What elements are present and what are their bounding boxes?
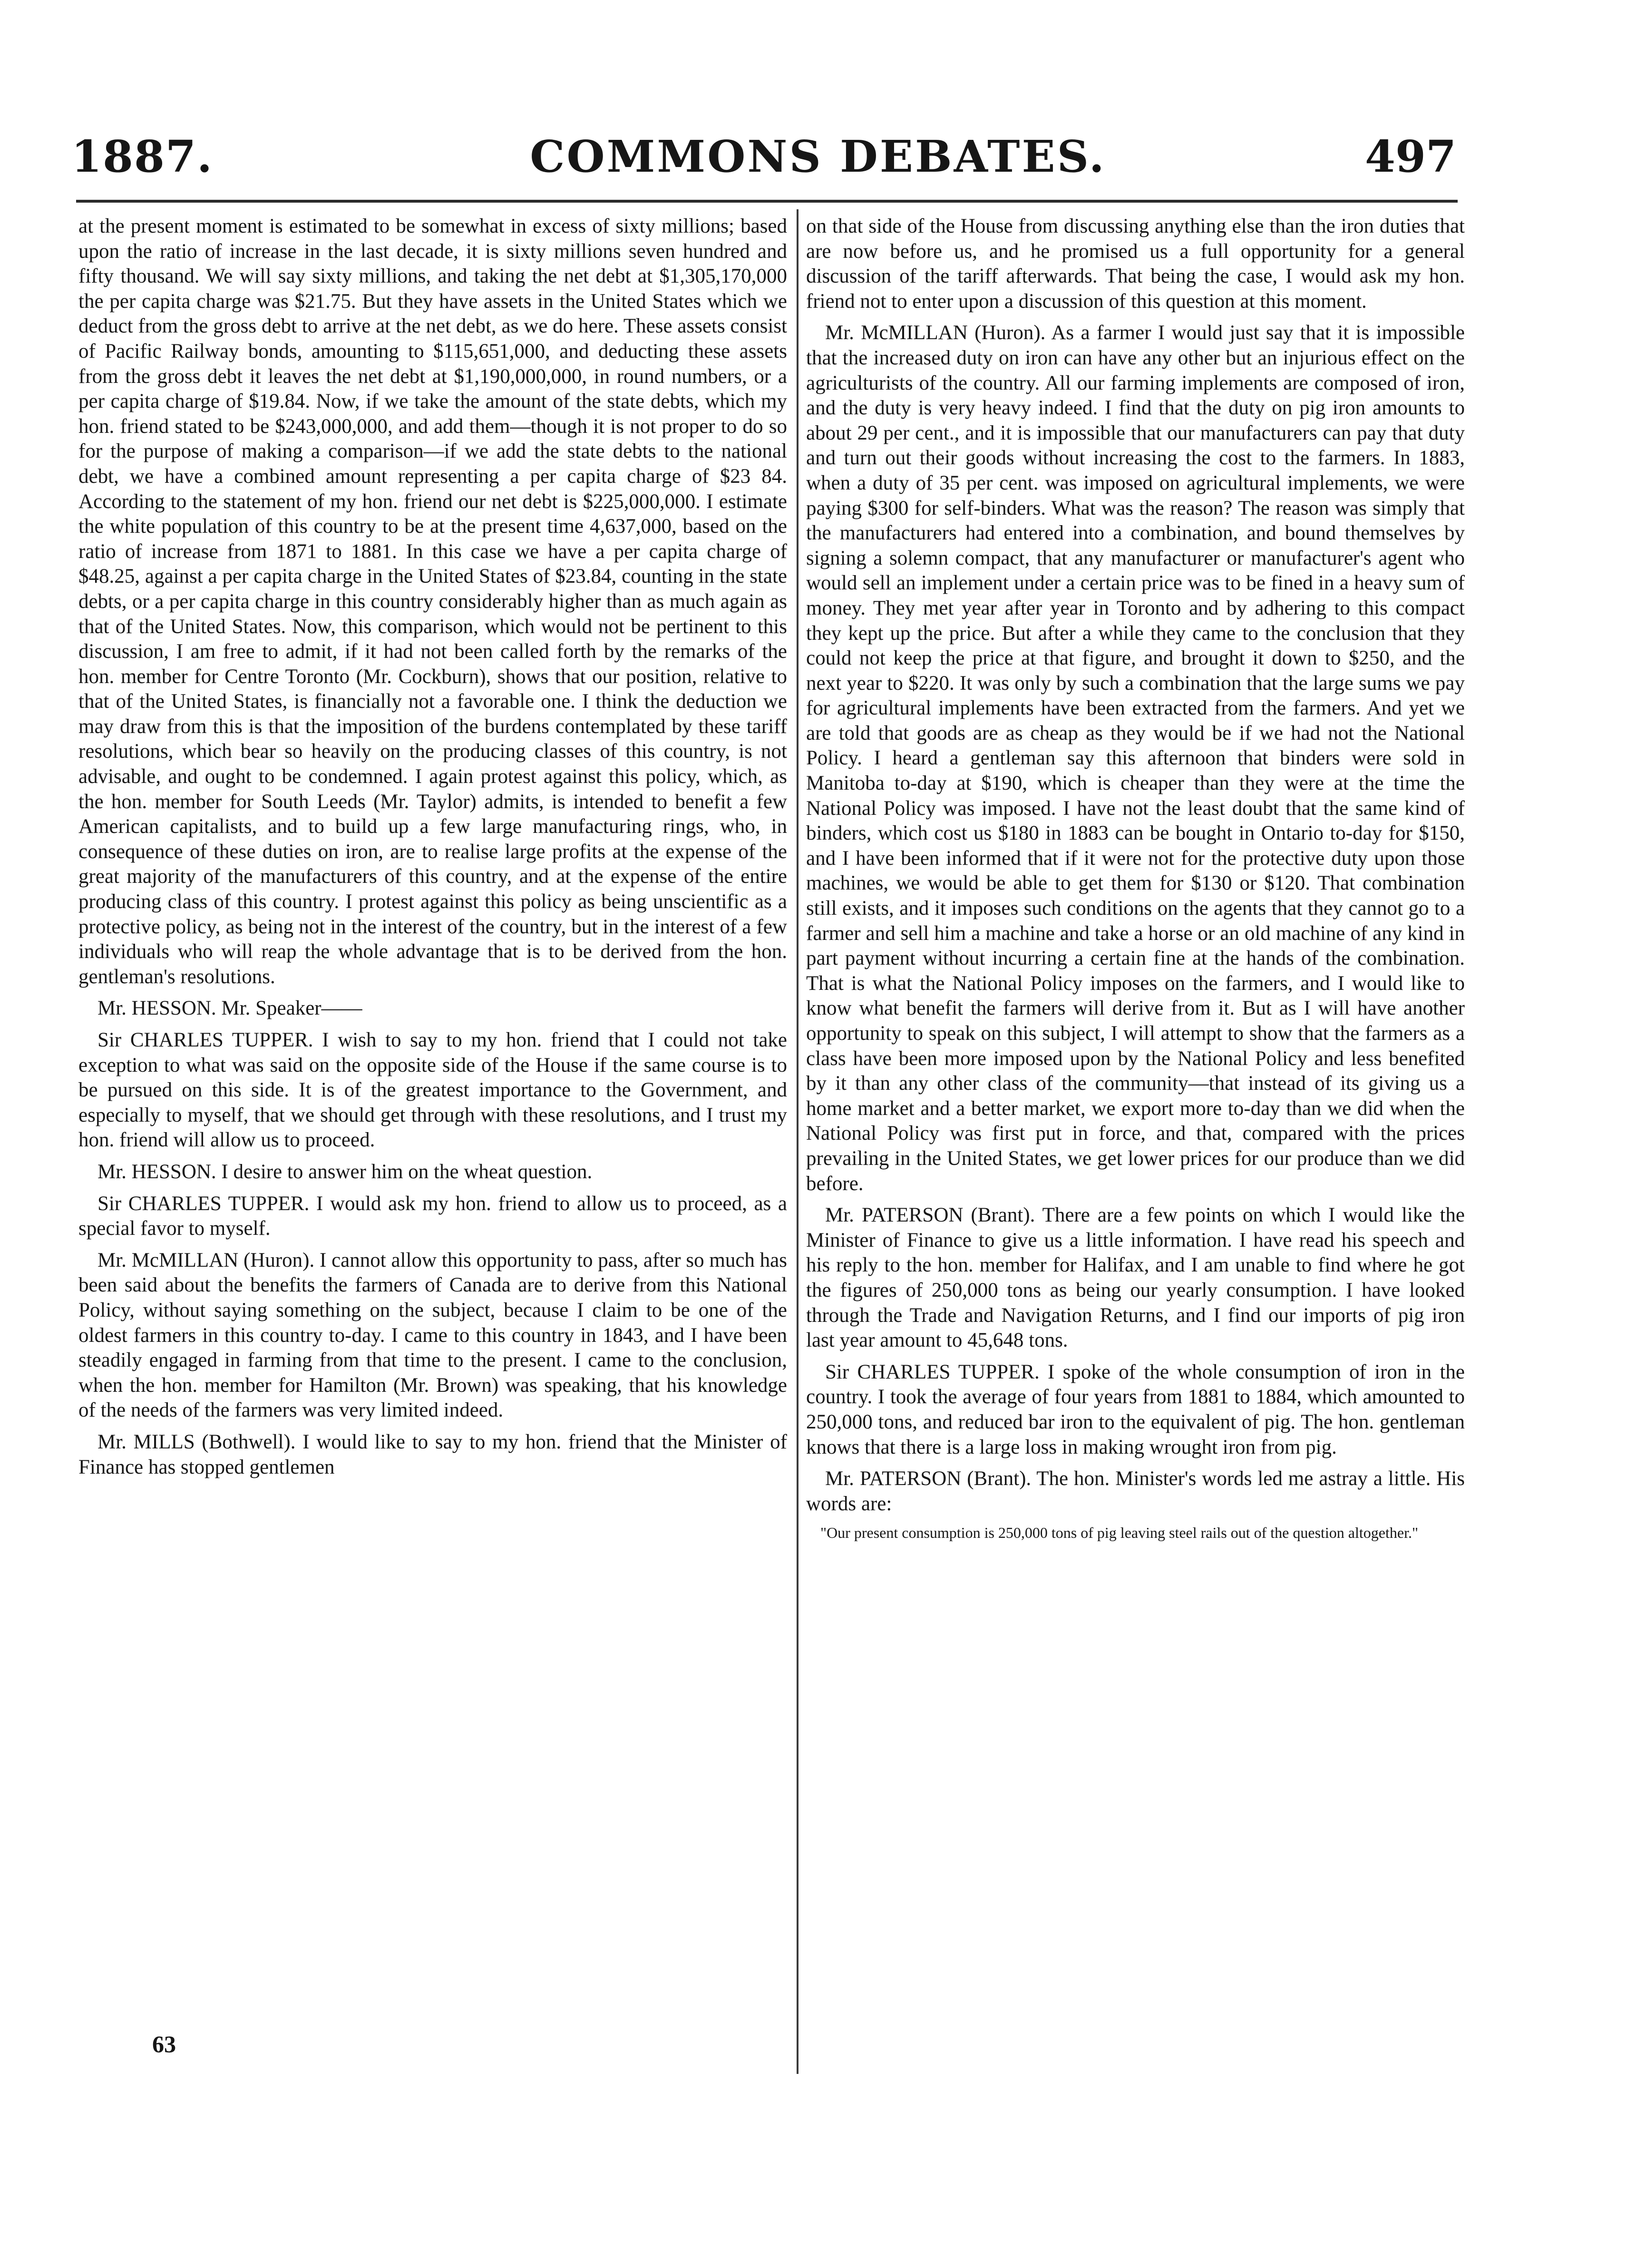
paragraph: Mr. PATERSON (Brant). There are a few points on which I would like the Minister of Finance to give us a little information. I have read his speech and his reply to the hon. member for Halifax, and I am unable to find where he got the figures of 250,000 tons as being our yearly consumption. I have looked through the Trade and Navigation Returns, and I find our imports of pig iron last year amount to 45,648 tons. [806,1204,1465,1352]
paragraph: Sir CHARLES TUPPER. I spoke of the whole consumption of iron in the country. I took the average of four years from 1881 to 1884, which amounted to 250,000 tons, and reduced bar iron to the equivalent of pig. The hon. gentleman knows that there is a large loss in making wrought iron from pig. [806,1360,1465,1458]
paragraph: Sir CHARLES TUPPER. I would ask my hon. friend to allow us to proceed, as a special favor to myself. [78,1192,787,1240]
left-column [78,214,787,1486]
paragraph: Mr. PATERSON (Brant). The hon. Minister's words led me astray a little. His words are: [806,1467,1465,1515]
header-rule [76,200,1458,203]
paragraph: Mr. MILLS (Bothwell). I would like to say to my hon. friend that the Minister of Finance has stopped gentlemen [78,1430,787,1478]
header-title: COMMONS DEBATES. [530,131,1106,182]
paragraph: Mr. McMILLAN (Huron). I cannot allow this opportunity to pass, after so much has been said about the benefits the farmers of Canada are to derive from this National Policy, without saying something on the subject, because I claim to be one of the oldest farmers in this country to-day. I came to this country in 1843, and I have been steadily engaged in farming from that time to the present. I came to the conclusion, when the hon. member for Hamilton (Mr. Brown) was speaking, that his knowledge of the needs of the farmers was very limited indeed. [78,1249,787,1422]
paragraph: Mr. HESSON. Mr. Speaker—— [97,997,362,1020]
signature-mark: 63 [152,2031,176,2057]
block-quote: "Our present consumption is 250,000 tons of pig leaving steel rails out of the question altogether." [820,1524,1419,1542]
column-divider [797,209,799,2074]
paragraph: Mr. McMILLAN (Huron). As a farmer I would just say that it is impossible that the increased duty on iron can have any other but an injurious effect on the agriculturists of the country. All our farming implements are composed of iron, and the duty is very heavy indeed. I find that the duty on pig iron amounts to about 29 per cent., and it is impossible that our manufacturers can pay that duty and turn out their goods without increasing the cost to the farmers. In 1883, when a duty of 35 per cent. was imposed on agricultural implements, we were paying $300 for self-binders. What was the reason? The reason was simply that the manufacturers had entered into a combination, and bound themselves by signing a solemn compact, that any manufacturer or manufacturer's agent who would sell an implement under a certain price was to be fined in a heavy sum of money. They met year after year in Toronto and by adhering to this compact they kept up the price. But after a while they came to the conclusion that they could not keep the price at that figure, and brought it down to $250, and the next year to $220. It was only by such a combination that the large sums we pay for agricultural implements have been extracted from the farmers. And yet we are told that goods are as cheap as they would be if we had not the National Policy. I heard a gentleman say this afternoon that binders were sold in Manitoba to-day at $190, which is cheaper than they were at the time the National Policy was imposed. I have not the least doubt that the same kind of binders, which cost us $180 in 1883 can be bought in Ontario to-day for $150, and I have been informed that if it were not for the protective duty upon those machines, we would be able to get them for $130 or $120. That combination still exists, and it imposes such conditions on the agents that they cannot go to a farmer and sell him a machine and take a horse or an old machine of any kind in part payment without incurring a certain fine at the hands of the combination. That is what the National Policy imposes on the farmers, and I would like to know what benefit the farmers will derive from it. But as I will have another opportunity to speak on this subject, I will attempt to show that the farmers as a class have been more imposed upon by the National Policy and less benefited by it than any other class of the community—that instead of its giving us a home market and a better market, we export more to-day than we did when the National Policy was first put in force, and that, compared with the prices prevailing in the United States, we get lower prices for our produce than we did before. [806,322,1465,1195]
header-year: 1887. [71,131,214,182]
header-page-number: 497 [1364,131,1456,182]
paragraph: at the present moment is estimated to be somewhat in excess of sixty millions; based upon the ratio of increase in the last decade, it is sixty millions seven hundred and fifty thousand. We will say sixty millions, and taking the net debt at $1,305,170,000 the per capita charge was $21.75. But they have assets in the United States which we deduct from the gross debt to arrive at the net debt, as we do here. These assets consist of Pacific Railway bonds, amounting to $115,651,000, and deducting these assets from the gross debt it leaves the net debt at $1,190,000,000, in round numbers, or a per capita charge of $19.84. Now, if we take the amount of the state debts, which my hon. friend stated to be $243,000,000, and add them—though it is not proper to do so for the purpose of making a comparison—if we add the state debts to the national debt, we have a combined amount representing a per capita charge of $23 84. According to the statement of my hon. friend our net debt is $225,000,000. I estimate the white population of this country to be at the present time 4,637,000, based on the ratio of increase from 1871 to 1881. In this case we have a per capita charge of $48.25, against a per capita charge in the United States of $23.84, counting in the state debts, or a per capita charge in this country considerably higher than as much again as that of the United States. Now, this comparison, which would not be pertinent to this discussion, I am free to admit, if it had not been called forth by the remarks of the hon. member for Centre Toronto (Mr. Cockburn), shows that our position, relative to that of the United States, is financially not a favorable one. I think the deduction we may draw from this is that the imposition of the burdens contemplated by these tariff resolutions, which bear so heavily on the producing classes of this country, is not advisable, and ought to be condemned. I again protest against this policy, which, as the hon. member for South Leeds (Mr. Taylor) admits, is intended to benefit a few American capitalists, and to build up a few large manufacturing rings, who, in consequence of these duties on iron, are to realise large profits at the expense of the great majority of the manufacturers of this country, and at the expense of the entire producing class of this country. I protest against this policy as being unscientific as a protective policy, as being not in the interest of the country, but in the interest of a few individuals who will reap the whole advantage that is to be derived from the hon. gentleman's resolutions. [78,215,787,988]
paragraph: Mr. HESSON. I desire to answer him on the wheat question. [97,1160,593,1183]
paragraph: Sir CHARLES TUPPER. I wish to say to my hon. friend that I could not take exception to what was said on the opposite side of the House if the same course is to be pursued on this side. It is of the greatest importance to the Government, and especially to myself, that we should get through with these resolutions, and I trust my hon. friend will allow us to proceed. [78,1029,787,1152]
paragraph: on that side of the House from discussing anything else than the iron duties that are now before us, and he promised us a full opportunity for a general discussion of the tariff afterwards. That being the case, I would ask my hon. friend not to enter upon a discussion of this question at this moment. [806,215,1465,313]
right-column [806,214,1465,1542]
